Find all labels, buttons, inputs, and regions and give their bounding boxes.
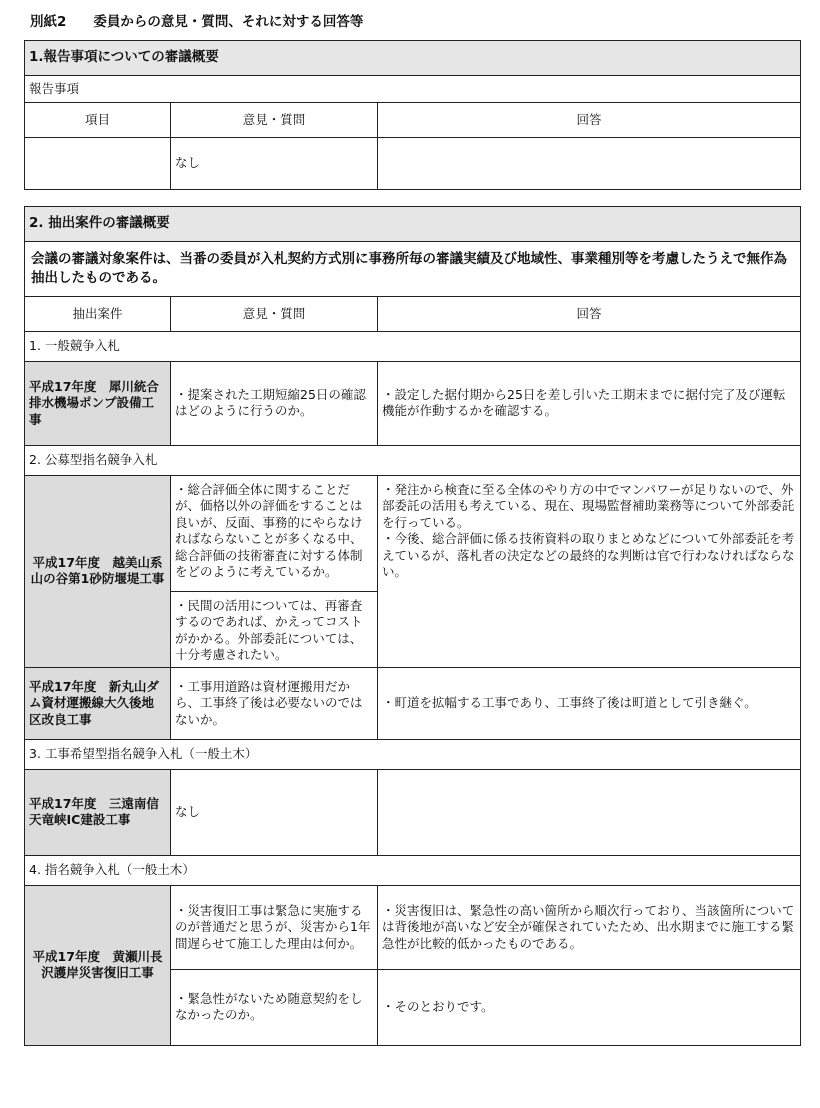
case-name: 平成17年度 犀川統合排水機場ポンプ設備工事 [25, 361, 171, 445]
case-name: 平成17年度 黄瀬川長沢護岸災害復旧工事 [25, 885, 171, 1045]
case-opinion: ・総合評価全体に関することだが、価格以外の評価をすることは良いが、反面、事務的にやらなければならないことが多くなる中、総合評価の技術審査に対する体制をどのように考えているか。 [171, 475, 378, 591]
document-title: 別紙2 委員からの意見・質問、それに対する回答等 [30, 14, 364, 30]
section1-item-cell [25, 138, 171, 190]
group-label: 4. 指名競争入札（一般土木） [25, 855, 801, 885]
case-answer [378, 475, 801, 667]
case-opinion-followup: ・緊急性がないため随意契約をしなかったのか。 [171, 969, 378, 1045]
case-answer-part1: ・発注から検査に至る全体のやり方の中でマンパワーが足りないので、外部委託の活用も考えている、現在、現場監督補助業務等について外部委託を行っている。 [382, 481, 795, 530]
case-answer [378, 769, 801, 855]
section2-heading: 2. 抽出案件の審議概要 [25, 207, 801, 242]
col-header-answer: 回答 [378, 103, 801, 138]
group-label: 2. 公募型指名競争入札 [25, 445, 801, 475]
col-header-case: 抽出案件 [25, 296, 171, 331]
col-header-opinion: 意見・質問 [171, 103, 378, 138]
section1-answer-cell [378, 138, 801, 190]
case-name: 平成17年度 新丸山ダム資材運搬線大久後地区改良工事 [25, 667, 171, 739]
section2-intro: 会議の審議対象案件は、当番の委員が入札契約方式別に事務所毎の審議実績及び地域性、事業種別等を考慮したうえで無作為抽出したものである。 [25, 242, 801, 297]
case-opinion: ・工事用道路は資材運搬用だから、工事終了後は必要ないのではないか。 [171, 667, 378, 739]
case-answer-part2: ・今後、総合評価に係る技術資料の取りまとめなどについて外部委託を考えているが、落札者の決定などの最終的な判断は官で行わなければならない。 [382, 531, 795, 580]
case-opinion: ・災害復旧工事は緊急に実施するのが普通だと思うが、災害から1年間遅らせて施工した理由は何か。 [171, 885, 378, 969]
case-name: 平成17年度 三遠南信天竜峡IC建設工事 [25, 769, 171, 855]
section2-table [24, 206, 801, 1046]
col-header-item: 項目 [25, 103, 171, 138]
section1-heading: 1.報告事項についての審議概要 [25, 41, 801, 76]
case-name: 平成17年度 越美山系山の谷第1砂防堰堤工事 [25, 475, 171, 667]
section1-subheading: 報告事項 [25, 76, 801, 103]
col-header-opinion: 意見・質問 [171, 296, 378, 331]
case-answer-followup: ・そのとおりです。 [378, 969, 801, 1045]
col-header-answer: 回答 [378, 296, 801, 331]
group-label: 3. 工事希望型指名競争入札（一般土木） [25, 739, 801, 769]
case-opinion: なし [171, 769, 378, 855]
case-answer: ・災害復旧は、緊急性の高い箇所から順次行っており、当該箇所については背後地が高いなど安全が確保されていたため、出水期までに施工する緊急性が比較的低かったものである。 [378, 885, 801, 969]
case-opinion: ・提案された工期短縮25日の確認はどのように行うのか。 [171, 361, 378, 445]
section1-opinion-cell: なし [171, 138, 378, 190]
group-label: 1. 一般競争入札 [25, 331, 801, 361]
case-opinion-followup: ・民間の活用については、再審査するのであれば、かえってコストがかかる。外部委託については、十分考慮されたい。 [171, 591, 378, 667]
case-answer: ・町道を拡幅する工事であり、工事終了後は町道として引き継ぐ。 [378, 667, 801, 739]
case-answer: ・設定した据付期から25日を差し引いた工期末までに据付完了及び運転機能が作動するかを確認する。 [378, 361, 801, 445]
section1-table [24, 40, 801, 190]
